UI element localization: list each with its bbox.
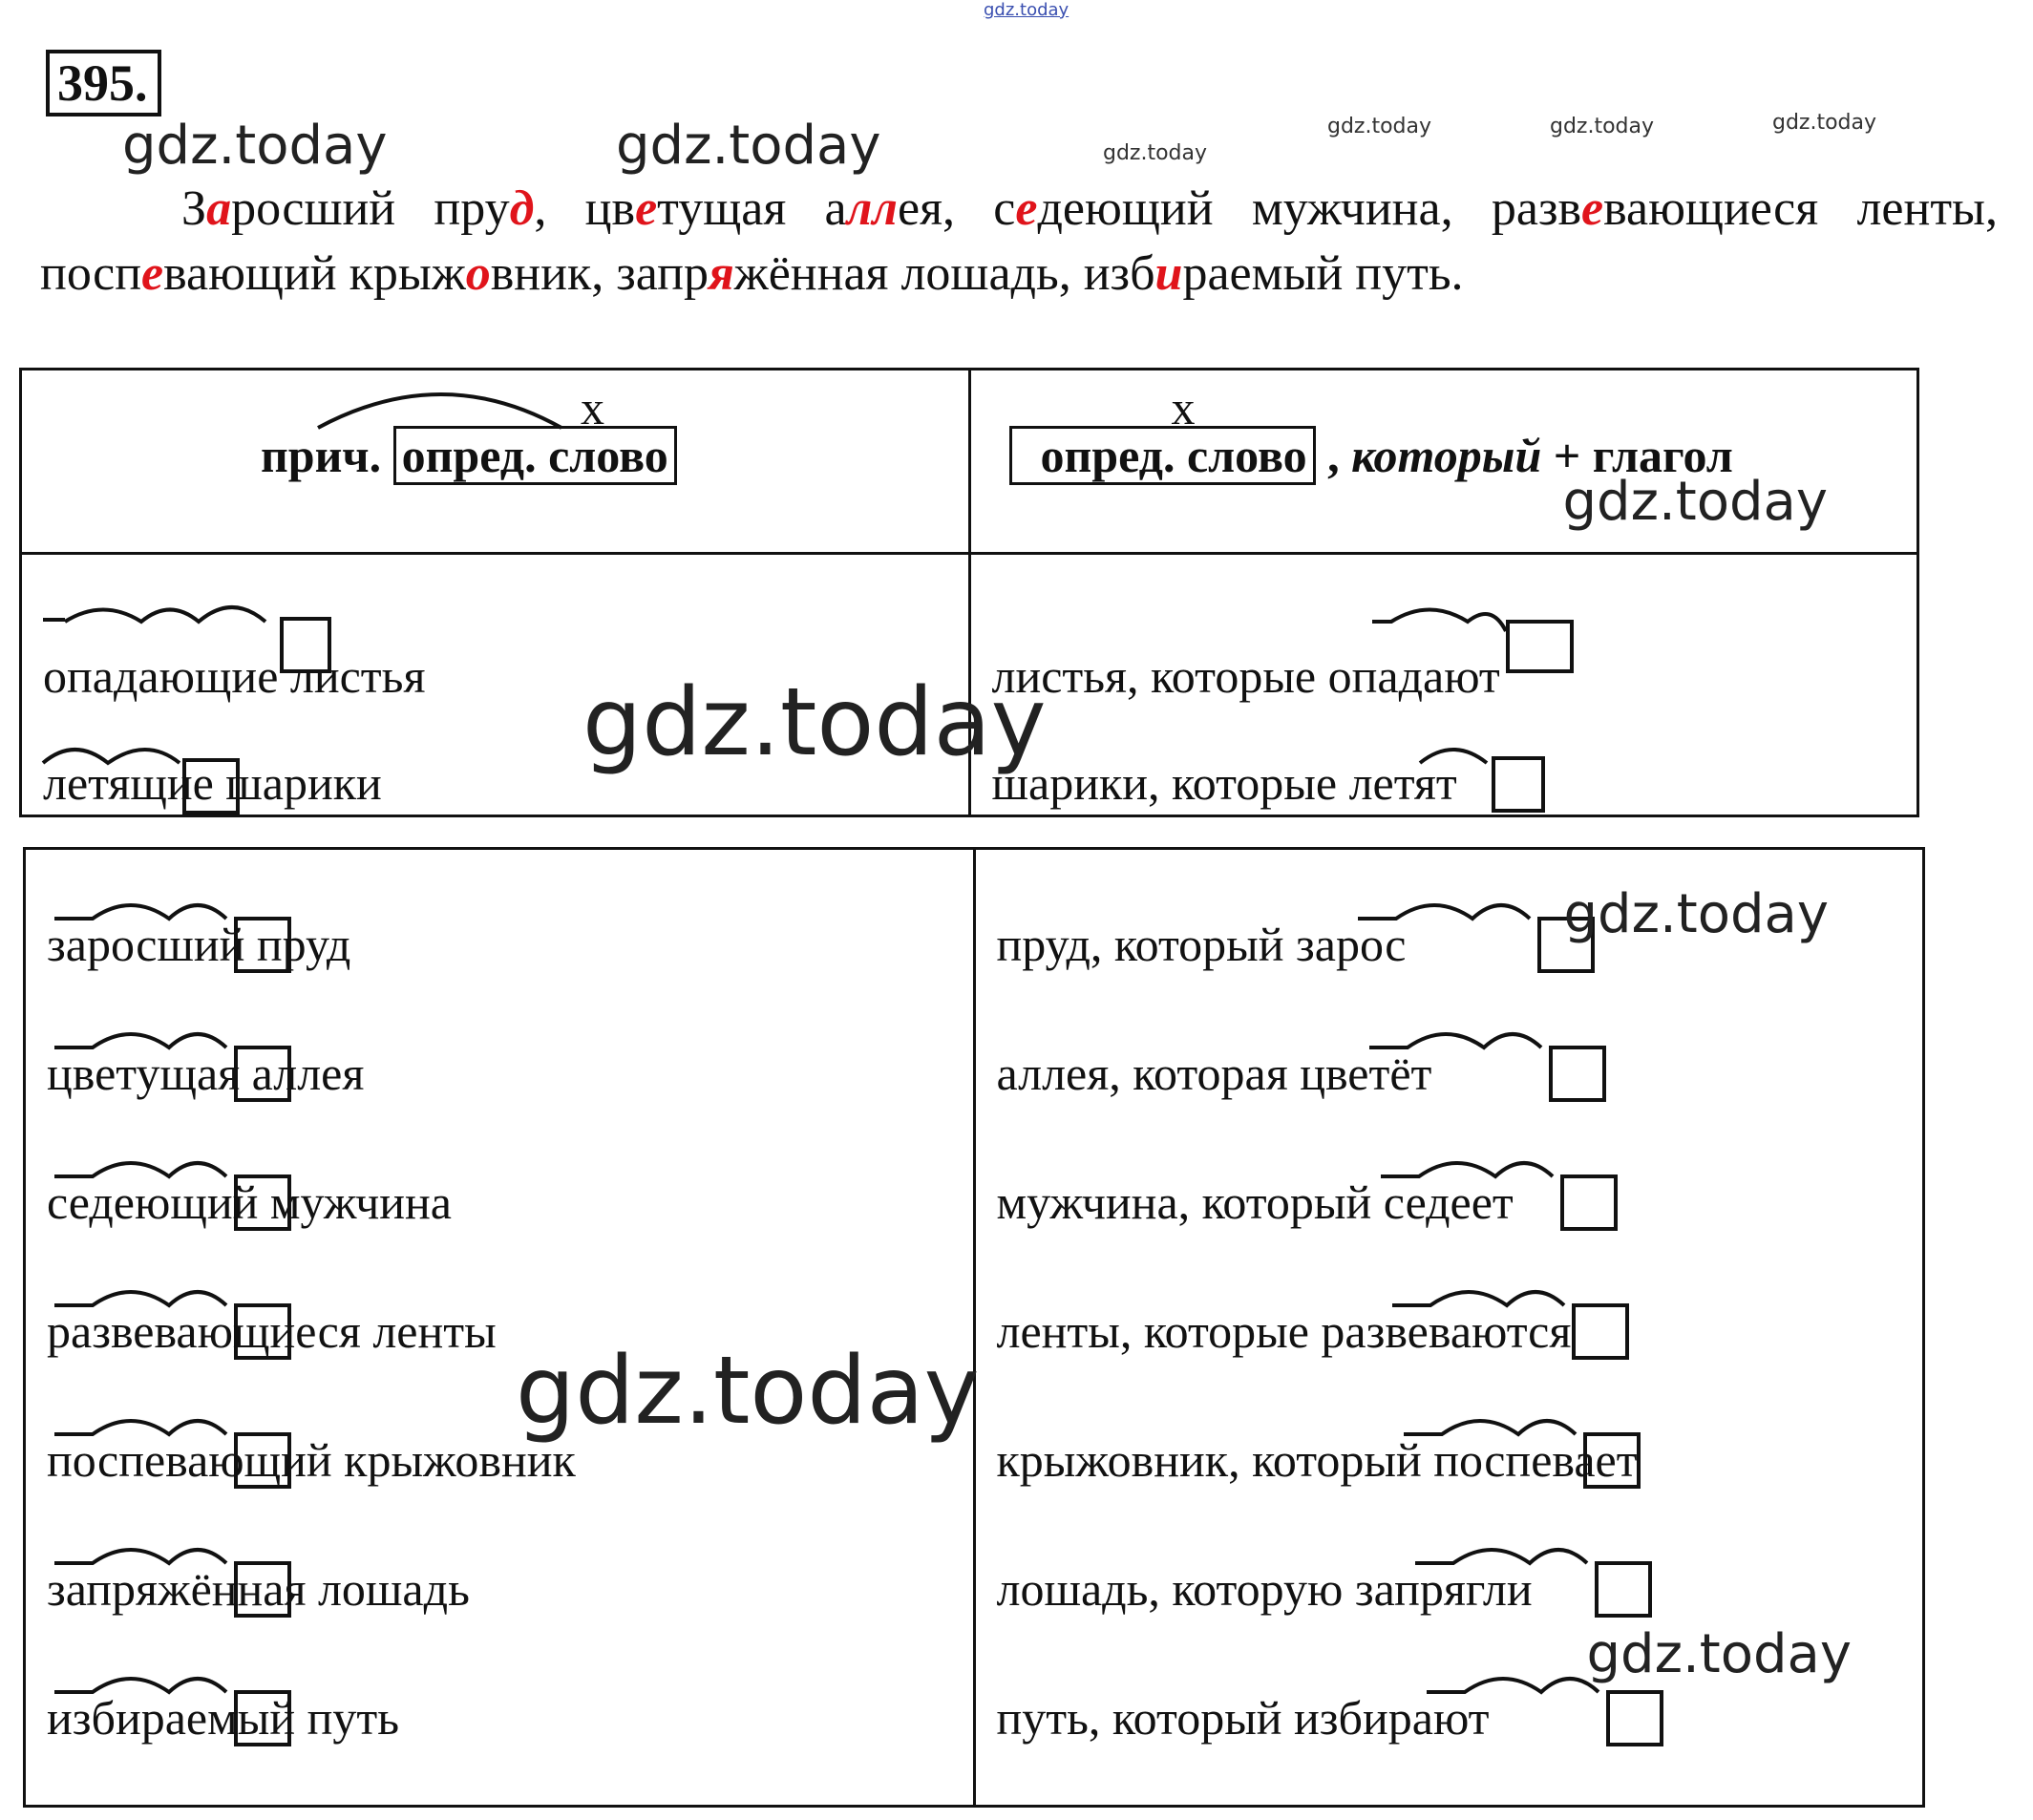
scheme-right-text: опред. слово , который + глагол <box>1009 428 1733 483</box>
ending-box <box>1608 1692 1662 1745</box>
participle-phrase: заросший пруд <box>47 918 351 971</box>
relative-clause: аллея, которая цветёт <box>996 1047 1432 1100</box>
defined-word-box: опред. слово <box>393 426 677 485</box>
relative-clause: путь, который избирают <box>996 1691 1490 1745</box>
watermark: gdz.today <box>616 115 881 177</box>
participle-phrase: седеющий мужчина <box>47 1175 452 1229</box>
answers-table <box>23 847 1925 1808</box>
highlighted-letter: о <box>465 246 491 301</box>
relative-clause: пруд, который зарос <box>996 918 1407 971</box>
highlighted-letter: я <box>709 246 734 301</box>
scheme-left-text: прич. опред. слово <box>261 428 677 483</box>
highlighted-letter: е <box>635 181 658 236</box>
answers-left <box>25 849 975 1807</box>
sentence-text: , цв <box>534 181 636 236</box>
exercise-number: 395. <box>46 50 161 116</box>
highlighted-letter: е <box>1015 181 1038 236</box>
sentence-text: вающиеся ленты, посп <box>40 181 1998 301</box>
example-clause: шарики, которые летят <box>991 756 1457 810</box>
x-mark: х <box>581 381 604 434</box>
watermark: gdz.today <box>1103 141 1208 165</box>
example-participle: летящие шарики <box>43 756 382 810</box>
relative-clause: ленты, которые развеваются <box>996 1304 1572 1358</box>
answers-right <box>974 849 1924 1807</box>
watermark: gdz.today <box>1562 471 1829 533</box>
watermark: gdz.today <box>1563 883 1830 945</box>
participle-phrase: развевающиеся ленты <box>47 1304 497 1358</box>
watermark: gdz.today <box>1772 111 1877 135</box>
watermark: gdz.today <box>582 668 1047 777</box>
sentence-text: вающий крыж <box>163 246 466 301</box>
relative-clause: крыжовник, который поспевает <box>996 1433 1638 1487</box>
participle-phrase: цветущая аллея <box>47 1047 365 1100</box>
sentence-text: ея, с <box>897 181 1016 236</box>
relative-clause: лошадь, которую запрягли <box>996 1562 1533 1616</box>
highlighted-letter: и <box>1154 246 1183 301</box>
watermark: gdz.today <box>1327 115 1432 138</box>
ending-box <box>1562 1176 1616 1229</box>
ending-box <box>1551 1048 1604 1100</box>
scheme-participle <box>21 370 970 554</box>
watermark: gdz.today <box>1550 115 1655 138</box>
example-clause: листья, которые опадают <box>991 649 1500 703</box>
examples-right <box>969 554 1918 816</box>
participle-phrase: избираемый путь <box>47 1691 399 1745</box>
site-link-top[interactable]: gdz.today <box>984 0 1069 20</box>
sentence-text: З <box>181 181 207 236</box>
participle-phrase: поспевающий крыжовник <box>47 1433 576 1487</box>
scheme-clause <box>969 370 1918 554</box>
relative-clause: мужчина, который седеет <box>996 1175 1514 1229</box>
highlighted-letter: е <box>1581 181 1604 236</box>
ending-box <box>1597 1563 1650 1616</box>
watermark: gdz.today <box>516 1337 980 1446</box>
sentence-text: росший пру <box>231 181 510 236</box>
watermark: gdz.today <box>1586 1623 1853 1685</box>
ending-box <box>1574 1305 1627 1358</box>
watermark: gdz.today <box>122 115 388 177</box>
sentence-text: тущая а <box>657 181 847 236</box>
defined-word-box: опред. слово <box>1009 426 1316 485</box>
sentence-text: вник, запр <box>490 246 709 301</box>
highlighted-letter: д <box>509 181 535 236</box>
x-mark: х <box>1171 381 1196 434</box>
highlighted-letter: а <box>206 181 232 236</box>
sentence-text: деющий мужчина, разв <box>1037 181 1582 236</box>
sentence-text: раемый путь. <box>1182 246 1464 301</box>
highlighted-letter: лл <box>846 181 898 236</box>
task-sentence <box>40 177 1998 307</box>
sentence-text: жённая лошадь, изб <box>733 246 1155 301</box>
highlighted-letter: е <box>141 246 164 301</box>
example-participle: опадающие листья <box>43 649 426 703</box>
participle-phrase: запряжённая лошадь <box>47 1562 470 1616</box>
